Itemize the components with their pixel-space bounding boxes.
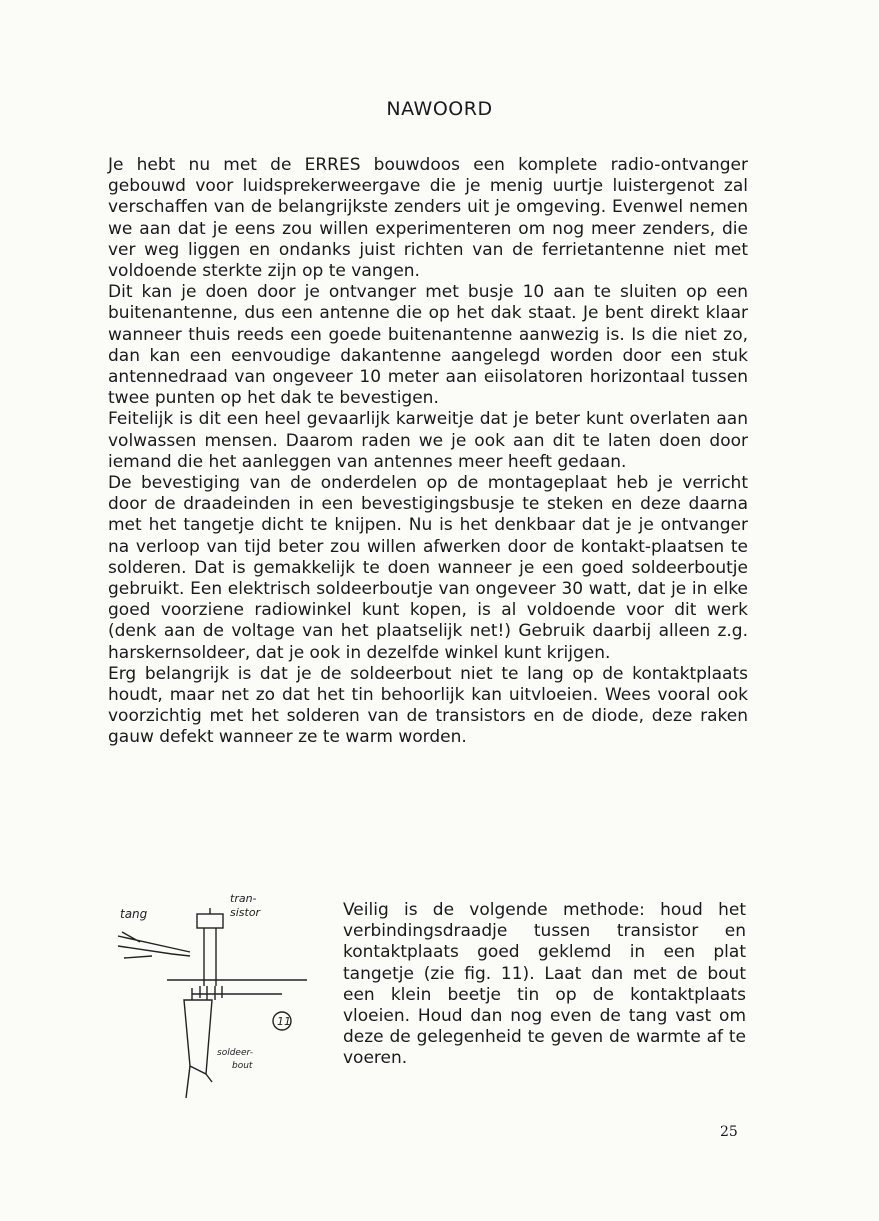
figure-soldering-illustration <box>112 888 312 1103</box>
label-soldeerbout-line2: bout <box>232 1061 253 1071</box>
label-soldeerbout-line1: soldeer- <box>217 1048 253 1058</box>
label-transistor-line1: tran- <box>230 892 257 905</box>
page-number: 25 <box>720 1124 738 1140</box>
paragraph: Feitelijk is dit een heel gevaarlijk karweitje dat je beter kunt overlaten aan volwassen mensen. Daarom raden we je ook aan dit te laten doen door iemand die het aanleggen van antennes meer heeft gedaan. <box>108 409 748 472</box>
paragraph: Dit kan je doen door je ontvanger met busje 10 aan te sluiten op een buitenantenne, dus een antenne die op het dak staat. Je bent direkt klaar wanneer thuis reeds een goede buitenantenne aanwezig is. Is die niet zo, dan kan een eenvoudige dakantenne aangelegd worden door een stuk antennedraad van ongeveer 10 meter aan eiisolatoren horizontaal tussen twee punten op het dak te bevestigen. <box>108 282 748 409</box>
soldering-iron-handle <box>186 1066 190 1098</box>
figure-explanation: Veilig is de volgende methode: houd het verbindingsdraadje tussen transistor en kontaktplaats goed geklemd in een plat tangetje (zie fig. 11). Laat dan met de bout een klein beetje tin op de kontaktplaats vloeien. Houd dan nog even de tang vast om deze de gelegenheid te geven de warmte af te voeren. <box>343 900 746 1069</box>
paragraph: Je hebt nu met de ERRES bouwdoos een komplete radio-ontvanger gebouwd voor luidsprekerweergave die je menig uurtje luistergenot zal verschaffen van de belangrijkste zenders uit je omgeving. Evenwel nemen we aan dat je eens zou willen experimenteren om nog meer zenders, die ver weg liggen en ondanks juist richten van de ferrietantenne niet met voldoende sterkte zijn op te vangen. <box>108 155 748 282</box>
contact-clamp <box>192 986 222 1000</box>
paragraph: Erg belangrijk is dat je de soldeerbout niet te lang op de kontaktplaats houdt, maar net zo dat het tin behoorlijk kan uitvloeien. Wees vooral ook voorzichtig met het solderen van de transistors en de diode, deze raken gauw defekt wanneer ze te warm worden. <box>108 663 748 748</box>
body-text <box>108 155 748 749</box>
soldering-sketch <box>112 888 312 1103</box>
pliers <box>118 932 190 958</box>
soldering-iron <box>184 1000 212 1074</box>
soldering-iron-tip <box>206 1074 212 1082</box>
paragraph: De bevestiging van de onderdelen op de montageplaat heb je verricht door de draadeinden in een bevestigingsbusje te steken en deze daarna met het tangetje dicht te knijpen. Nu is het denkbaar dat je je ontvanger na verloop van tijd beter zou willen afwerken door de kontakt-plaatsen te solderen. Dat is gemakkelijk te doen wanneer je een goed soldeerboutje gebruikt. Een elektrisch soldeerboutje van ongeveer 30 watt, dat je in elke goed voorziene radiowinkel kunt kopen, is al voldoende voor dit werk (denk aan de voltage van het plaatselijk net!) Gebruik daarbij alleen z.g. harskernsoldeer, dat je ook in dezelfde winkel kunt krijgen. <box>108 473 748 663</box>
label-transistor-line2: sistor <box>230 906 261 919</box>
label-tang: tang <box>120 907 148 921</box>
page-title: NAWOORD <box>386 98 493 120</box>
transistor-body <box>197 914 223 928</box>
figure-number: 11 <box>277 1015 291 1028</box>
